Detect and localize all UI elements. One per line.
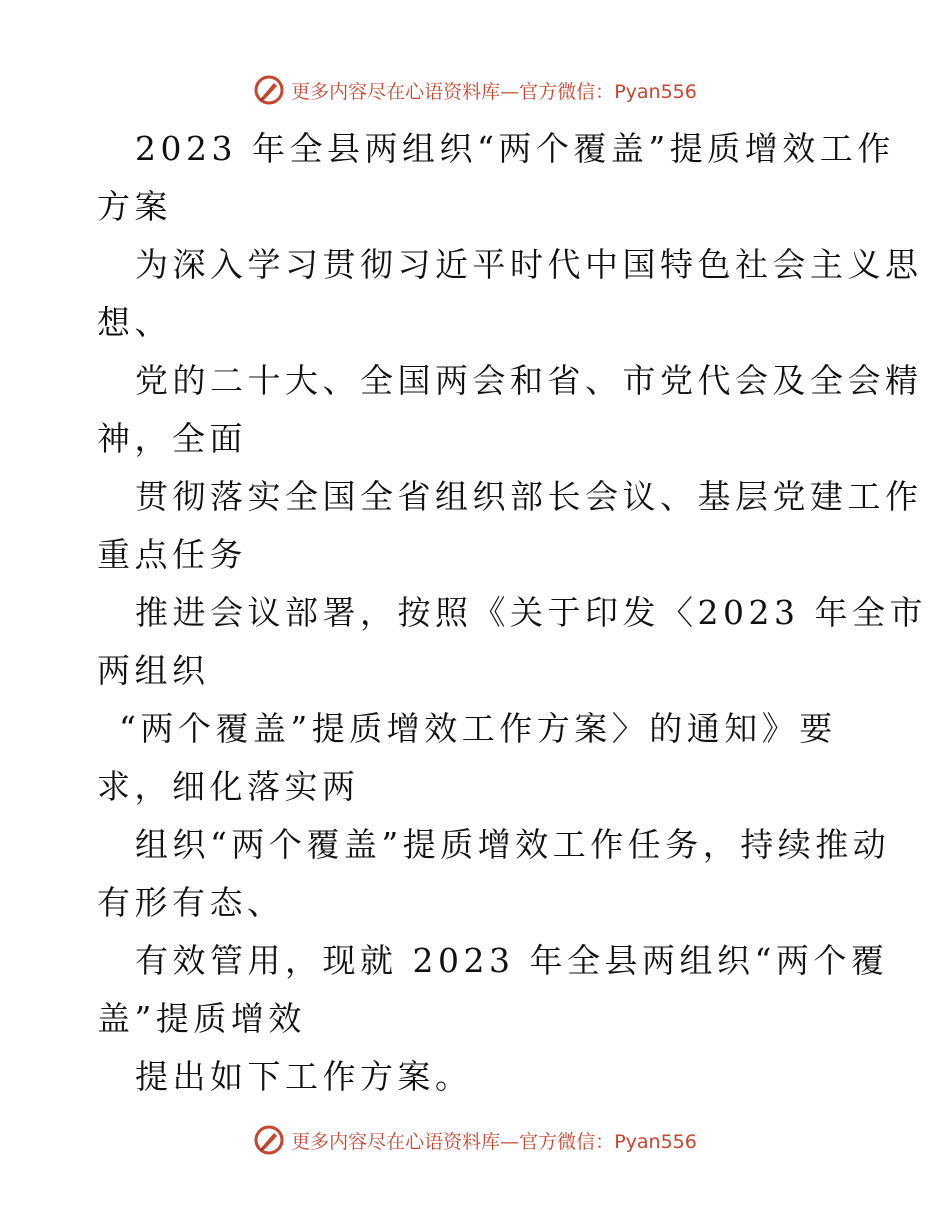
paragraph-line: 党的二十大、全国两会和省、市党代会及全会精 [135,361,923,400]
document-title-line-1: 2023 年全县两组织“两个覆盖”提质增效工作 [135,129,895,168]
footer-watermark-banner [0,1120,950,1160]
paragraph-line: 神，全面 [97,419,247,458]
paragraph-line: 组织“两个覆盖”提质增效工作任务，持续推动 [135,825,891,864]
document-title-line-2: 方案 [97,187,172,226]
footer-banner-text: 更多内容尽在心语资料库—官方微信：Pyan556 [291,1130,697,1153]
pen-nib-logo-icon [253,74,285,106]
paragraph-line: 想、 [97,303,172,342]
pen-nib-logo-icon [253,1124,285,1156]
paragraph-line: “两个覆盖”提质增效工作方案〉的通知》要 [119,709,837,748]
paragraph-line: 有形有态、 [97,883,285,922]
paragraph-line: 两组织 [97,651,210,690]
paragraph-line: 重点任务 [97,535,247,574]
header-watermark-banner [0,70,950,110]
paragraph-line: 提出如下工作方案。 [135,1057,473,1096]
paragraph-line: 求，细化落实两 [97,767,360,806]
paragraph-line: 为深入学习贯彻习近平时代中国特色社会主义思 [135,245,923,284]
document-body [97,120,927,1106]
header-banner-text: 更多内容尽在心语资料库—官方微信：Pyan556 [291,80,697,103]
paragraph-line: 推进会议部署，按照《关于印发〈2023 年全市 [135,593,927,632]
paragraph-line: 贯彻落实全国全省组织部长会议、基层党建工作 [135,477,923,516]
paragraph-line: 有效管用，现就 2023 年全县两组织“两个覆 [135,941,889,980]
paragraph-line: 盖”提质增效 [97,999,306,1038]
